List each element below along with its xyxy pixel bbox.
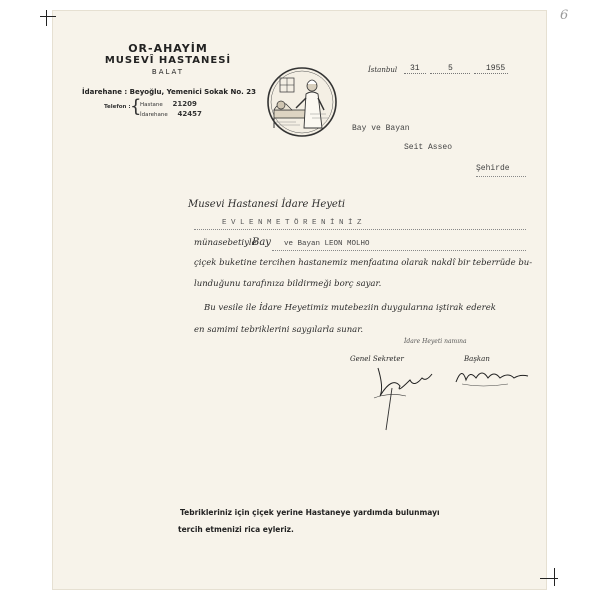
telephone-row	[140, 100, 197, 108]
hospital-location: BALAT	[151, 68, 185, 76]
president-signature-icon	[452, 360, 532, 390]
secretary-title: Genel Sekreter	[350, 355, 404, 363]
footer-line-1: Tebrikleriniz için çiçek yerine Hastaneye yardımda bulunmayı	[180, 508, 440, 517]
occasion-dotted-line	[194, 229, 526, 230]
president-title: Başkan	[464, 355, 490, 363]
date-year: 1955	[486, 64, 506, 73]
recipient-line-3: Şehirde	[476, 164, 510, 173]
footer-line-2: tercih etmenizi rica eyleriz.	[178, 525, 294, 534]
telephone-label: Telefon :	[104, 104, 131, 110]
crop-mark	[46, 10, 47, 26]
letter-salutation: Musevi Hastanesi İdare Heyeti	[188, 199, 346, 210]
occasion-text: E V L E N M E T Ö R E N İ N İ Z	[222, 219, 362, 227]
crop-mark	[40, 16, 56, 17]
crop-mark	[554, 568, 555, 586]
body-line-c: lunduğunu tarafınıza bildirmeği borç sayar.	[194, 279, 382, 289]
telephone-row-number: 21209	[172, 100, 197, 108]
line-a-bay: Bay	[252, 237, 271, 248]
secretary-signature-icon	[370, 358, 440, 432]
telephone-row-label: İdarehane	[140, 112, 168, 118]
hospital-subtitle: MUSEVÎ HASTANESİ	[104, 55, 232, 66]
hospital-emblem-icon	[266, 66, 338, 138]
date-dotted-line	[430, 73, 470, 74]
body-line-b: çiçek buketine tercihen hastanemiz menfaatına olarak nakdî bir teberrüde bu-	[194, 258, 533, 268]
body-line-e: en samimi tebriklerini saygılarla sunar.	[194, 325, 364, 335]
date-dotted-line	[404, 73, 426, 74]
hospital-address: İdarehane : Beyoğlu, Yemenici Sokak No. 23	[82, 88, 257, 96]
line-a-prefix: münasebetiyle	[194, 238, 257, 248]
date-month: 5	[448, 64, 453, 73]
line-a-names: ve Bayan LEON MOLHO	[284, 240, 370, 248]
recipient-line-1: Bay ve Bayan	[352, 124, 410, 133]
telephone-brace: {	[130, 96, 142, 117]
names-dotted-line	[272, 250, 526, 251]
date-dotted-line	[474, 73, 508, 74]
telephone-row-number: 42457	[177, 110, 202, 118]
recipient-line-2: Seit Asseo	[404, 143, 453, 152]
telephone-row-label: Hastane	[140, 102, 163, 108]
telephone-row	[140, 110, 202, 118]
hospital-name: OR-AHAYİM	[128, 42, 208, 55]
crop-mark	[540, 578, 558, 579]
date-city: İstanbul	[368, 66, 398, 74]
on-behalf-label: İdare Heyeti namına	[404, 338, 467, 345]
date-day: 31	[410, 64, 420, 73]
body-line-d: Bu vesile ile İdare Heyetimiz mutebeziin duygularına iştirak ederek	[204, 303, 496, 313]
page-number-mark: 6	[560, 8, 569, 23]
recipient-underline	[476, 176, 526, 177]
